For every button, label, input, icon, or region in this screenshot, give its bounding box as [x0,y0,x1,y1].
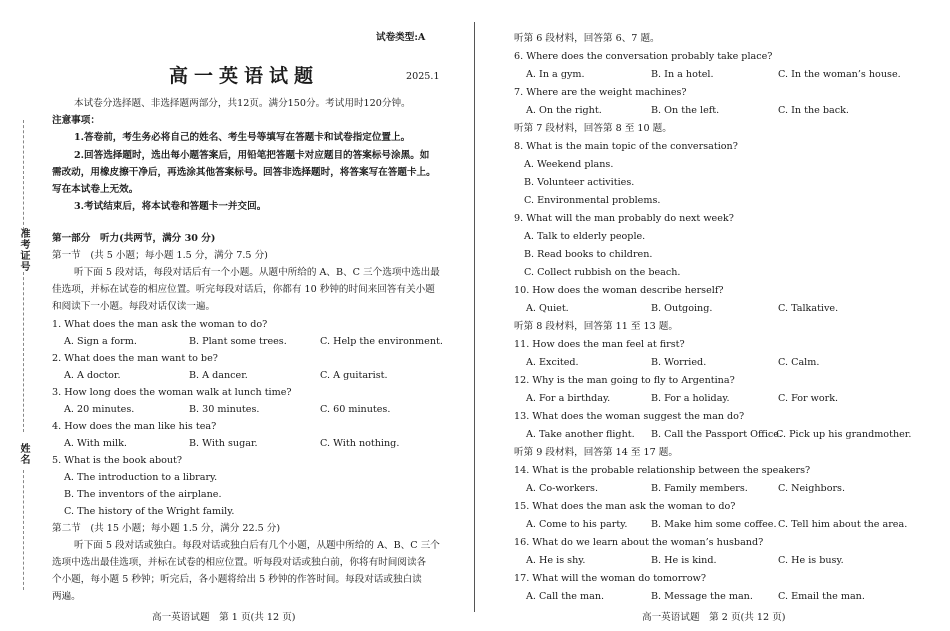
page-title: 高一英语试题 [169,65,320,87]
part-1-heading: 第一部分 听力(共两节，满分 30 分) [52,233,216,244]
question-5: 5. What is the book about? [52,455,183,466]
exam-type: 试卷类型:A [376,32,426,43]
question-15: 15. What does the man ask the woman to do? [514,501,736,512]
q7-option-c: C. In the back. [778,105,849,116]
q2-option-c: C. A guitarist. [320,370,388,381]
question-10: 10. How does the woman describe herself? [514,285,724,296]
question-17: 17. What will the woman do tomorrow? [514,573,707,584]
section-1-instruction-line: 听下面 5 段对话，每段对话后有一个小题。从题中所给的 A、B、C 三个选项中选出最 [74,267,440,278]
note-2-line-2: 需改动，用橡皮擦干净后，再选涂其他答案标号。回答非选择题时，将答案写在答题卡上。 [52,167,436,178]
question-12: 12. Why is the man going to fly to Argentina? [514,375,735,386]
q10-option-b: B. Outgoing. [651,303,713,314]
q13-option-a: A. Take another flight. [526,429,635,440]
q8-option-a: A. Weekend plans. [524,159,614,170]
exam-date: 2025.1 [406,71,440,82]
section-2-instruction-line: 选项中选出最佳选项，并标在试卷的相应位置。听每段对话或独白前，你将有时间阅读各 [52,557,427,568]
question-16: 16. What do we learn about the woman’s husband? [514,537,764,548]
q3-option-c: C. 60 minutes. [320,404,391,415]
q15-option-c: C. Tell him about the area. [778,519,908,530]
q13-option-b: B. Call the Passport Office. [651,429,783,440]
q5-option-a: A. The introduction to a library. [64,472,218,483]
q10-option-a: A. Quiet. [526,303,569,314]
q11-option-a: A. Excited. [526,357,579,368]
question-3: 3. How long does the woman walk at lunch time? [52,387,292,398]
q1-option-b: B. Plant some trees. [189,336,287,347]
binding-dash-line [23,120,25,230]
q14-option-b: B. Family members. [651,483,748,494]
column-divider [474,22,475,612]
q17-option-b: B. Message the man. [651,591,753,602]
q13-option-c: C. Pick up his grandmother. [776,429,912,440]
q10-option-c: C. Talkative. [778,303,839,314]
note-2-line-1: 2.回答选择题时，选出每小题答案后，用铅笔把答题卡对应题目的答案标号涂黑。如 [74,150,430,161]
q3-option-b: B. 30 minutes. [189,404,260,415]
section-2-instruction-line: 听下面 5 段对话或独白。每段对话或独白后有几个小题，从题中所给的 A、B、C 三个 [74,540,440,551]
q17-option-a: A. Call the man. [526,591,605,602]
note-1: 1.答卷前，考生务必将自己的姓名、考生号等填写在答题卡和试卷指定位置上。 [74,132,411,143]
q7-option-a: A. On the right. [526,105,602,116]
q16-option-a: A. He is shy. [526,555,586,566]
q2-option-b: B. A dancer. [189,370,248,381]
q14-option-c: C. Neighbors. [778,483,846,494]
question-2: 2. What does the man want to be? [52,353,218,364]
intro-text: 本试卷分选择题、非选择题两部分，共12页。满分150分。考试用时120分钟。 [74,98,411,109]
section-1-instruction-line: 佳选项，并标在试卷的相应位置。听完每段对话后，你都有 10 秒钟的时间来回答有关小题 [52,284,435,295]
q12-option-c: C. For work. [778,393,839,404]
q9-option-b: B. Read books to children. [524,249,653,260]
exam-id-label: 准考证号 [18,228,29,272]
section-1-instruction-line: 和阅读下一小题。每段对话仅读一遍。 [52,301,216,312]
material-7-heading: 听第 7 段材料，回答第 8 至 10 题。 [514,123,672,134]
question-1: 1. What does the man ask the woman to do? [52,319,268,330]
q6-option-b: B. In a hotel. [651,69,714,80]
question-9: 9. What will the man probably do next week? [514,213,734,224]
q4-option-c: C. With nothing. [320,438,400,449]
q12-option-b: B. For a holiday. [651,393,730,404]
section-2-heading: 第二节 (共 15 小题；每小题 1.5 分，满分 22.5 分) [52,523,281,534]
q11-option-c: C. Calm. [778,357,820,368]
q4-option-a: A. With milk. [64,438,127,449]
q14-option-a: A. Co-workers. [526,483,599,494]
page-footer: 高一英语试题 第 1 页(共 12 页) [152,612,296,623]
q15-option-a: A. Come to his party. [526,519,628,530]
question-4: 4. How does the man like his tea? [52,421,217,432]
q5-option-b: B. The inventors of the airplane. [64,489,222,500]
question-14: 14. What is the probable relationship between the speakers? [514,465,811,476]
material-9-heading: 听第 9 段材料，回答第 14 至 17 题。 [514,447,678,458]
q16-option-b: B. He is kind. [651,555,717,566]
q4-option-b: B. With sugar. [189,438,258,449]
q11-option-b: B. Worried. [651,357,707,368]
question-11: 11. How does the man feel at first? [514,339,685,350]
section-2-instruction-line: 个小题，每小题 5 秒钟；听完后，各小题将给出 5 秒钟的作答时间。每段对话或独白读 [52,574,422,585]
q17-option-c: C. Email the man. [778,591,865,602]
page-2 [514,0,914,631]
q8-option-b: B. Volunteer activities. [524,177,635,188]
q12-option-a: A. For a birthday. [526,393,611,404]
question-7: 7. Where are the weight machines? [514,87,687,98]
question-6: 6. Where does the conversation probably take place? [514,51,773,62]
page-1 [52,0,447,631]
note-3: 3.考试结束后，将本试卷和答题卡一并交回。 [74,201,267,212]
note-2-line-3: 写在本试卷上无效。 [52,184,139,195]
section-1-heading: 第一节 (共 5 小题；每小题 1.5 分，满分 7.5 分) [52,250,268,261]
q6-option-c: C. In the woman’s house. [778,69,901,80]
q7-option-b: B. On the left. [651,105,720,116]
q6-option-a: A. In a gym. [526,69,585,80]
q1-option-c: C. Help the environment. [320,336,443,347]
material-8-heading: 听第 8 段材料，回答第 11 至 13 题。 [514,321,678,332]
section-2-instruction-line: 两遍。 [52,591,81,602]
q5-option-c: C. The history of the Wright family. [64,506,235,517]
q9-option-c: C. Collect rubbish on the beach. [524,267,681,278]
question-13: 13. What does the woman suggest the man do? [514,411,745,422]
student-name-line [23,470,25,590]
q1-option-a: A. Sign a form. [64,336,137,347]
notes-heading: 注意事项： [52,115,100,126]
student-name-label: 姓名 [18,443,29,465]
q9-option-a: A. Talk to elderly people. [524,231,646,242]
q16-option-c: C. He is busy. [778,555,844,566]
q2-option-a: A. A doctor. [64,370,121,381]
material-6-heading: 听第 6 段材料，回答第 6、7 题。 [514,33,660,44]
q8-option-c: C. Environmental problems. [524,195,661,206]
question-8: 8. What is the main topic of the conversation? [514,141,738,152]
q15-option-b: B. Make him some coffee. [651,519,777,530]
q3-option-a: A. 20 minutes. [64,404,135,415]
exam-id-line [23,272,25,432]
page-footer: 高一英语试题 第 2 页(共 12 页) [642,612,786,623]
